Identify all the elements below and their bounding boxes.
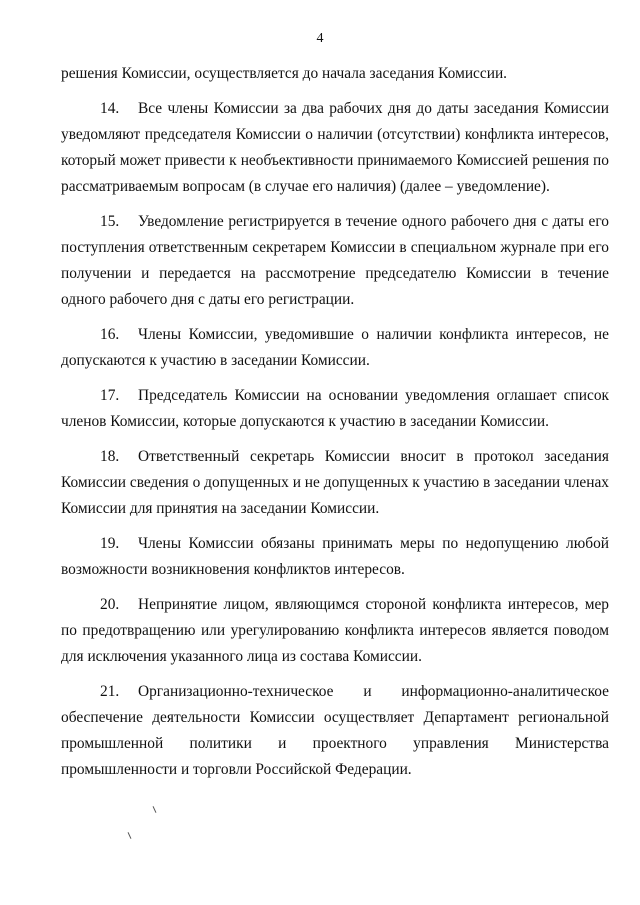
paragraph-number: 16.: [100, 326, 120, 343]
paragraph-text: Организационно-техническое и информационно-аналитическое обеспечение деятельности Комиссии осуществляет Департамент региональной промышленной политики и проектного управления Министерства промышленности и торговли Российской Федерации.: [61, 683, 609, 778]
paragraph-number: 19.: [100, 535, 120, 552]
paragraph-text: Председатель Комиссии на основании уведомления оглашает список членов Комиссии, которые допускаются к участию в заседании Комиссии.: [61, 387, 609, 430]
paragraph-17: [61, 383, 609, 435]
page-number: 4: [316, 31, 324, 46]
scan-speck: [153, 806, 157, 813]
paragraph-16: [61, 322, 609, 374]
paragraph-19: [61, 531, 609, 583]
paragraph-text: Члены Комиссии обязаны принимать меры по недопущению любой возможности возникновения конфликтов интересов.: [61, 535, 609, 578]
paragraph-number: 14.: [100, 100, 120, 117]
lead-paragraph: решения Комиссии, осуществляется до начала заседания Комиссии.: [61, 65, 508, 82]
paragraph-text: Непринятие лицом, являющимся стороной конфликта интересов, мер по предотвращению или урегулированию конфликта интересов является поводом для исключения указанного лица из состава Комиссии.: [61, 596, 609, 665]
paragraph-14: [61, 96, 609, 200]
paragraph-21: [61, 679, 609, 783]
paragraph-number: 18.: [100, 448, 120, 465]
paragraph-number: 15.: [100, 213, 120, 230]
paragraph-number: 17.: [100, 387, 120, 404]
paragraph-number: 21.: [100, 683, 120, 700]
paragraph-20: [61, 592, 609, 670]
paragraph-text: Члены Комиссии, уведомившие о наличии конфликта интересов, не допускаются к участию в заседании Комиссии.: [61, 326, 609, 369]
paragraph-number: 20.: [100, 596, 120, 613]
paragraph-15: [61, 209, 609, 313]
paragraph-18: [61, 444, 609, 522]
paragraph-text: Уведомление регистрируется в течение одного рабочего дня с даты его поступления ответственным секретарем Комиссии в специальном журнале при его получении и передается на рассмотрение председателю Комиссии в течение одного рабочего дня с даты его регистрации.: [61, 213, 609, 308]
paragraph-text: Все члены Комиссии за два рабочих дня до даты заседания Комиссии уведомляют председателя Комиссии о наличии (отсутствии) конфликта интересов, который может привести к необъективности принимаемого Комиссией решения по рассматриваемым вопросам (в случае его наличия) (далее – уведомление).: [61, 100, 609, 195]
document-body: [61, 61, 609, 783]
paragraph-text: Ответственный секретарь Комиссии вносит в протокол заседания Комиссии сведения о допущенных и не допущенных к участию в заседании членах Комиссии для принятия на заседании Комиссии.: [61, 448, 609, 517]
scan-speck: [128, 832, 132, 839]
